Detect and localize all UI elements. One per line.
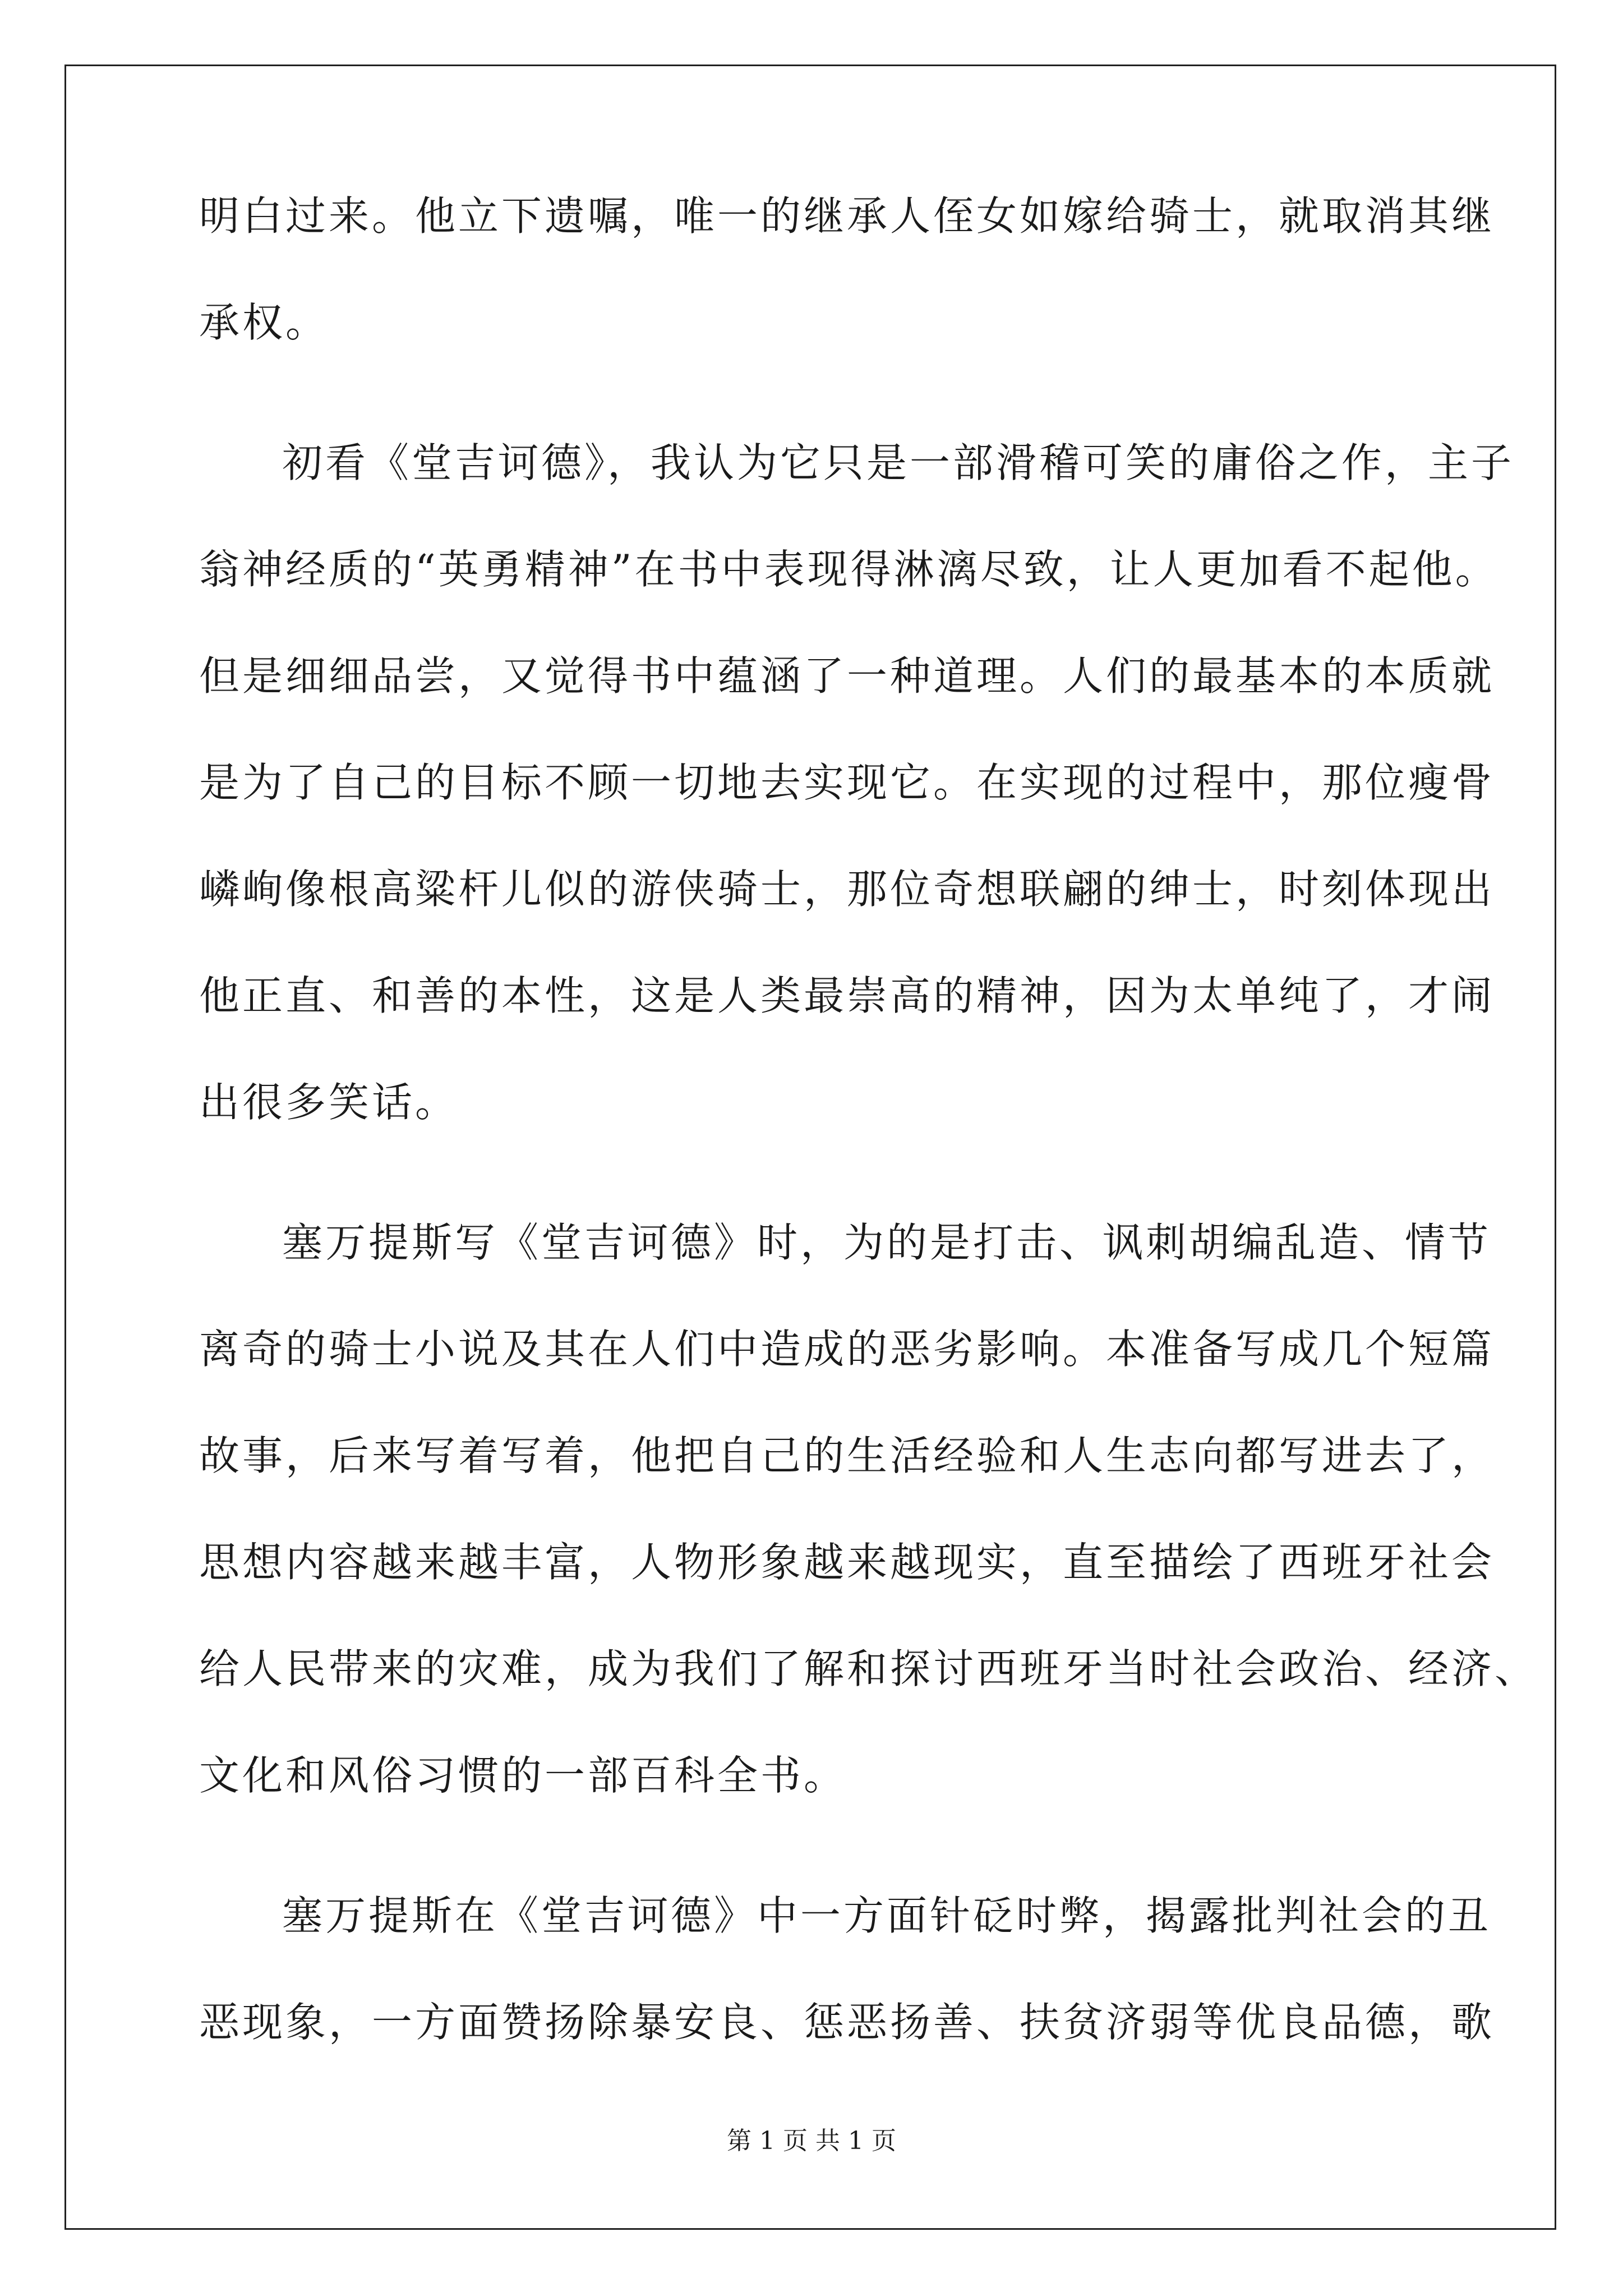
paragraph-start-line: 塞万提斯在《堂吉诃德》中一方面针砭时弊，揭露批判社会的丑 — [282, 1892, 1492, 1939]
paragraph-start-line: 塞万提斯写《堂吉诃德》时，为的是打击、讽刺胡编乱造、情节 — [282, 1219, 1492, 1266]
text-line: 但是细细品尝，又觉得书中蕴涵了一种道理。人们的最基本的本质就 — [199, 652, 1495, 700]
text-line: 恶现象，一方面赞扬除暴安良、惩恶扬善、扶贫济弱等优良品德，歌 — [199, 1999, 1495, 2046]
text-line: 给人民带来的灾难，成为我们了解和探讨西班牙当时社会政治、经济、 — [199, 1645, 1538, 1692]
text-line: 翁神经质的“英勇精神”在书中表现得淋漓尽致，让人更加看不起他。 — [199, 546, 1498, 593]
text-line: 思想内容越来越丰富，人物形象越来越现实，直至描绘了西班牙社会 — [199, 1539, 1495, 1586]
text-line: 嶙峋像根高粱杆儿似的游侠骑士，那位奇想联翩的绅士，时刻体现出 — [199, 866, 1495, 913]
text-line: 是为了自己的目标不顾一切地去实现它。在实现的过程中，那位瘦骨 — [199, 759, 1495, 806]
text-line: 文化和风俗习惯的一部百科全书。 — [199, 1752, 847, 1799]
text-line: 他正直、和善的本性，这是人类最崇高的精神，因为太单纯了，才闹 — [199, 972, 1495, 1019]
text-line: 承权。 — [199, 299, 329, 346]
text-line: 离奇的骑士小说及其在人们中造成的恶劣影响。本准备写成几个短篇 — [199, 1326, 1495, 1373]
page-number-footer: 第 1 页 共 1 页 — [727, 2127, 896, 2155]
paragraph-start-line: 初看《堂吉诃德》，我认为它只是一部滑稽可笑的庸俗之作，主子 — [282, 439, 1515, 486]
text-line: 故事，后来写着写着，他把自己的生活经验和人生志向都写进去了， — [199, 1432, 1495, 1479]
text-line: 出很多笑话。 — [199, 1079, 459, 1126]
text-line: 明白过来。他立下遗嘱，唯一的继承人侄女如嫁给骑士，就取消其继 — [199, 192, 1495, 240]
